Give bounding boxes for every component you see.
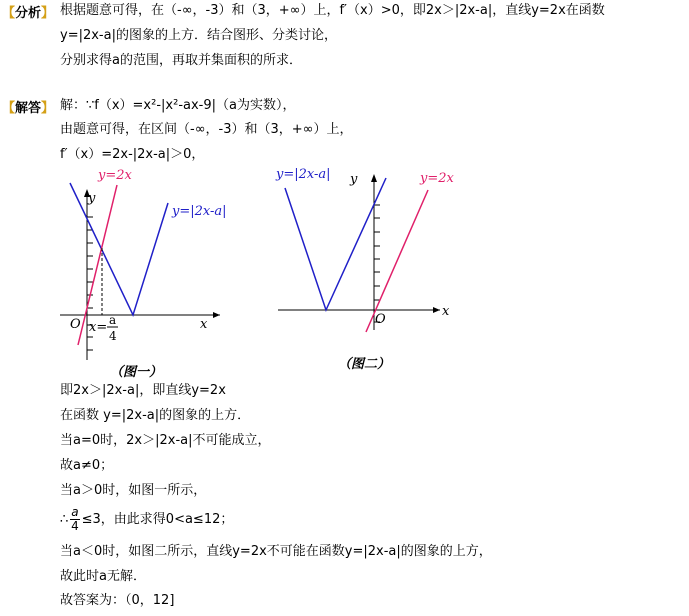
figure-1 [60,165,230,365]
solution-after-2: 在函数 y=|2x-a|的图象的上方． [60,408,251,423]
after6-prefix: ∴ [60,512,69,527]
solution-after-7: 当a＜0时，如图二所示，直线y=2x不可能在函数y=|2x-a|的图象的上方， [60,544,492,559]
analysis-line-2: y=|2x-a|的图象的上方．结合图形、分类讨论， [60,28,337,43]
fig1-origin-label: O [70,317,81,332]
fig2-ticks [374,205,380,322]
fig2-origin-label: O [375,312,386,327]
solution-after-8: 故此时a无解． [60,569,146,584]
analysis-tag [2,2,54,21]
analysis-line-3: 分别求得a的范围，再取并集面积的所求． [60,53,302,68]
fig1-label-y2x: y=2x [98,168,132,183]
after6-fraction [70,506,79,533]
fig1-label-abs: y=|2x-a| [172,204,227,219]
solution-after-4: 故a≠0； [60,458,114,473]
fig2-y2x-line [366,190,428,332]
fig1-x-eq-label: x= [89,320,108,335]
fig2-axis-y-label: y [350,172,358,187]
fig1-axis-x-label: x [200,317,208,332]
after6-suffix: ≤3，由此求得0<a≤12； [81,512,234,527]
solution-line-3: f′（x）=2x-|2x-a|＞0， [60,147,205,162]
solution-after-5: 当a＞0时，如图一所示， [60,483,207,498]
after6-den: 4 [71,519,79,533]
fig1-abs-graph [70,183,168,315]
solution-after-9: 故答案为：（0，12] [60,593,175,608]
fig1-caption: （图一） [110,365,163,380]
analysis-line-1: 根据题意可得，在（-∞，-3）和（3，+∞）上，f′（x）>0，即2x＞|2x-a|，直线y=2x在函数 [60,3,605,18]
fig2-label-y2x: y=2x [420,171,454,186]
fig1-x-arrow [213,312,220,318]
after6-num: a [71,505,79,519]
analysis-tag-label: 分析 [15,6,42,21]
fig1-x-den: 4 [109,329,117,343]
solution-tag [2,97,54,116]
fig2-axis-x-label: x [442,304,450,319]
analysis-tag-close: 】 [41,6,55,21]
solution-tag-close: 】 [41,101,55,116]
solution-line-2: 由题意可得，在区间（-∞，-3）和（3，+∞）上， [60,122,353,137]
fig2-label-abs: y=|2x-a| [276,167,331,182]
solution-after-1: 即2x＞|2x-a|，即直线y=2x [60,383,226,398]
fig1-x-num: a [109,313,117,327]
figure-2 [268,160,463,340]
fig2-y-arrow [371,174,377,182]
analysis-tag-open: 【 [2,6,16,21]
solution-tag-label: 解答 [15,101,42,116]
solution-after-6 [60,506,233,533]
fig2-abs-graph [285,178,386,310]
fig2-caption: （图二） [338,357,391,372]
solution-line-1: 解：∵f（x）=x²-|x²-ax-9|（a为实数）， [60,98,296,113]
solution-after-3: 当a=0时，2x＞|2x-a|不可能成立， [60,433,271,448]
solution-tag-open: 【 [2,101,16,116]
fig2-x-arrow [433,307,440,313]
fig1-axis-y-label: y [88,191,96,206]
